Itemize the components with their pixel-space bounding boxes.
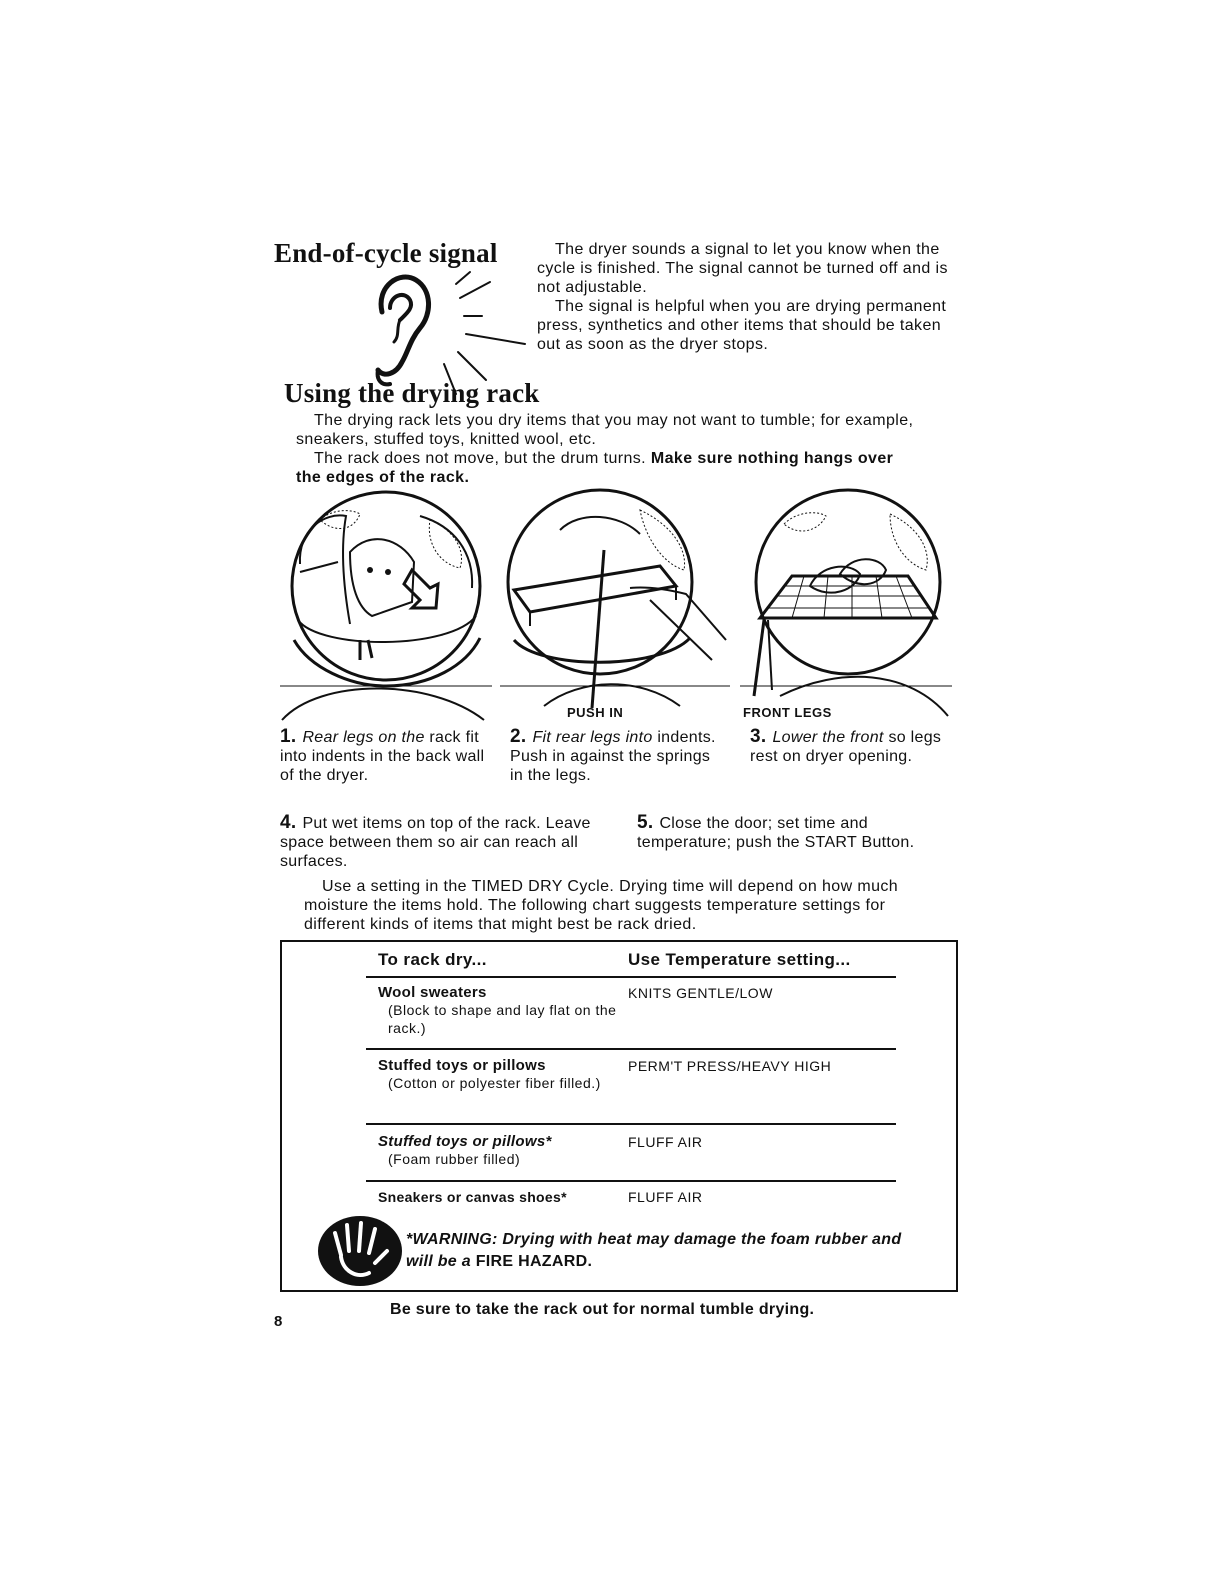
label-push-in: PUSH IN [567,705,624,720]
label-front-legs: FRONT LEGS [743,705,832,720]
step-1-number: 1. [280,726,297,747]
row-3-item: Stuffed toys or pillows* [378,1133,552,1150]
step-3-number: 3. [750,726,767,747]
warning-message [406,1229,926,1273]
step-4-number: 4. [280,812,297,833]
rack-intro [296,411,920,487]
table-row [378,1133,618,1168]
page-number: 8 [274,1313,283,1330]
row-2-setting: PERM'T PRESS/HEAVY HIGH [628,1058,832,1074]
row-1-note: (Block to shape and lay flat on the rack.) [388,1002,617,1036]
table-row-rule [366,1048,896,1050]
step-2-text: indents. Push in against the springs in the legs. [510,729,716,784]
table-row [378,984,618,1037]
illustration-push-in [500,490,730,722]
signal-description [537,240,957,354]
step-3-text: so legs rest on dryer opening. [750,729,942,765]
row-4-item: Sneakers or canvas shoes* [378,1189,567,1205]
rack-para-2-plain: The rack does not move, but the drum turns. [314,450,647,467]
table-col-setting: Use Temperature setting... [628,950,851,969]
row-3-note: (Foam rubber filled) [388,1151,521,1167]
rack-removal-note: Be sure to take the rack out for normal tumble drying. [390,1301,815,1318]
rack-section-title: Using the drying rack [284,378,540,408]
table-row-rule [366,1180,896,1182]
step-2 [510,727,725,785]
row-3-setting: FLUFF AIR [628,1134,703,1150]
rack-para-2-bold: Make sure nothing hangs over the edges of the rack. [296,450,894,486]
step-1 [280,727,490,785]
rack-para-2 [296,449,920,487]
table-header-rule [366,976,896,978]
table-row [378,1057,618,1092]
step-4-text: Put wet items on top of the rack. Leave space between them so air can reach all surfaces. [280,815,591,870]
step-1-text: rack fit into indents in the back wall of the dryer. [280,729,485,784]
row-1-item: Wool sweaters [378,984,487,1001]
step-4 [280,813,598,871]
warning-fire-hazard: FIRE HAZARD. [475,1253,593,1270]
table-col-item: To rack dry... [378,950,487,969]
warning-hand-icon [317,1215,403,1287]
signal-para-1: The dryer sounds a signal to let you know when the cycle is finished. The signal cannot be turned off and is not adjustable. [537,241,948,296]
table-row-rule [366,1123,896,1125]
rack-para-1: The drying rack lets you dry items that you may not want to tumble; for example, sneakers, stuffed toys, knitted wool, etc. [296,412,914,448]
signal-para-2: The signal is helpful when you are drying permanent press, synthetics and other items that should be taken out as soon as the dryer stops. [537,298,947,353]
row-2-note: (Cotton or polyester fiber filled.) [388,1075,601,1091]
step-2-lead: Fit rear legs into [532,729,653,746]
step-3-lead: Lower the front [772,729,884,746]
warning-lead: *WARNING: Drying with heat may damage the foam rubber and will be a [406,1231,902,1270]
illustration-front-legs [740,490,952,722]
step-5-text: Close the door; set time and temperature; push the START Button. [637,815,915,851]
row-4-setting: FLUFF AIR [628,1189,703,1205]
timed-dry-text: Use a setting in the TIMED DRY Cycle. Drying time will depend on how much moisture the items hold. The following chart suggests temperature settings for different kinds of items that might best be rack dried. [304,878,899,933]
step-3 [750,727,950,766]
step-5-number: 5. [637,812,654,833]
step-2-number: 2. [510,726,527,747]
timed-dry-paragraph [304,877,930,934]
illustration-rear-legs [280,490,492,722]
row-2-item: Stuffed toys or pillows [378,1057,546,1074]
signal-section-title: End-of-cycle signal [274,238,498,268]
row-1-setting: KNITS GENTLE/LOW [628,985,773,1001]
step-1-lead: Rear legs on the [302,729,425,746]
step-5 [637,813,949,852]
